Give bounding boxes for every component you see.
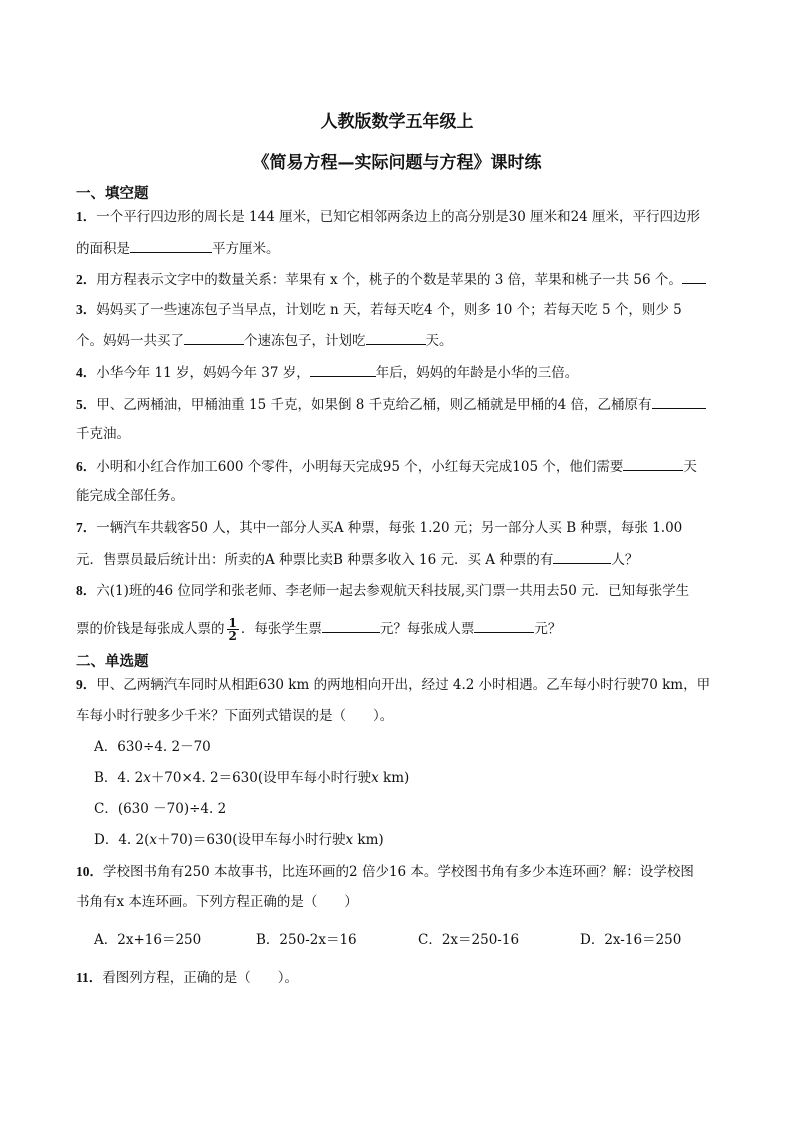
option-text: km) (353, 832, 384, 848)
question-9-option-d[interactable] (94, 830, 384, 850)
option-text: D．4. 2( (94, 832, 150, 848)
question-text: 一辆汽车共载客50 人，其中一部分人买A 种票，每张 1.20 元；另一部分人买 B 种票，每张 1.00 (96, 520, 683, 536)
option-text: ＋70)＝630(设甲车每小时行驶 (156, 832, 346, 848)
question-text: 车每小时行驶多少千米？下面列式错误的是（ ）。 (76, 708, 394, 724)
option-text: ＋70×4. 2＝630(设甲车每小时行驶 (150, 770, 372, 786)
question-8-line-2 (76, 617, 756, 642)
question-text: 票的价钱是每张成人票的 (76, 621, 225, 637)
question-10-line-2 (76, 892, 756, 912)
question-text: 甲、乙两桶油，甲桶油重 15 千克，如果倒 8 千克给乙桶，则乙桶就是甲桶的4 倍，乙桶原有 (96, 397, 652, 413)
question-number: 10． (76, 864, 103, 879)
document-subtitle: 《简易方程—实际问题与方程》课时练 (252, 153, 542, 173)
question-9-option-a[interactable]: A．630÷4. 2－70 (94, 739, 211, 755)
document-title: 人教版数学五年级上 (320, 112, 474, 132)
question-10-line-1 (76, 862, 756, 882)
variable-x: x (149, 832, 157, 848)
answer-blank[interactable] (682, 269, 706, 284)
answer-blank[interactable] (623, 456, 683, 471)
question-number: 5． (76, 397, 97, 412)
question-3-line-1 (76, 300, 756, 320)
question-1-line-2 (76, 238, 756, 259)
question-number: 3． (76, 302, 97, 317)
question-text: 元？每张成人票 (379, 621, 475, 637)
question-2-line-1 (76, 269, 756, 290)
question-number: 9． (76, 677, 97, 692)
question-9-option-b[interactable] (94, 768, 409, 788)
question-6-line-2 (76, 486, 756, 506)
answer-blank[interactable] (322, 618, 380, 633)
question-text: ．每张学生票 (240, 621, 322, 637)
question-text: 学校图书角有250 本故事书，比连环画的2 倍少16 本。学校图书角有多少本连环画？解：设学校图 (103, 864, 694, 880)
question-9-option-c[interactable]: C．(630 －70)÷4. 2 (94, 801, 227, 817)
question-text: 小华今年 11 岁，妈妈今年 37 岁， (96, 365, 310, 381)
question-5-line-2 (76, 424, 756, 444)
question-text: 六(1)班的46 位同学和张老师、李老师一起去参观航天科技展,买门票一共用去50 元．已知每张学生 (96, 583, 690, 599)
question-text: 元？ (534, 621, 562, 637)
question-10-option-b[interactable]: B．250-2x＝16 (256, 932, 357, 948)
fraction-one-half (227, 617, 239, 642)
question-text: 甲、乙两辆汽车同时从相距630 km 的两地相向开出，经过 4.2 小时相遇。乙车每小时行驶70 km，甲 (96, 677, 711, 693)
question-text: 看图列方程，正确的是（ ）。 (102, 970, 299, 986)
answer-blank[interactable] (184, 330, 244, 345)
question-text: 书角有x 本连环画。下列方程正确的是（ ） (76, 894, 358, 910)
answer-blank[interactable] (310, 362, 376, 377)
question-text: 平方厘米。 (212, 241, 280, 257)
question-text: 天 (683, 459, 697, 475)
question-text: 个。妈妈一共买了 (76, 333, 184, 349)
question-3-line-2 (76, 330, 756, 351)
question-4-line-1 (76, 362, 756, 383)
question-text: 小明和小红合作加工600 个零件，小明每天完成95 个，小红每天完成105 个，他们需要 (96, 459, 624, 475)
question-number: 8． (76, 583, 97, 598)
question-number: 2． (76, 272, 97, 287)
question-number: 11． (76, 970, 103, 985)
question-number: 1． (76, 209, 97, 224)
answer-blank[interactable] (130, 238, 212, 253)
question-7-line-2 (76, 549, 756, 570)
answer-blank[interactable] (553, 549, 611, 564)
question-text: 用方程表示文字中的数量关系：苹果有 x 个，桃子的个数是苹果的 3 倍，苹果和桃子一共 56 个。 (96, 272, 682, 288)
question-text: 天。 (425, 333, 453, 349)
question-1-line-1 (76, 207, 756, 227)
question-10-option-a[interactable]: A．2x+16＝250 (94, 932, 202, 948)
question-number: 7． (76, 520, 97, 535)
question-10-option-c[interactable]: C．2x＝250-16 (418, 932, 520, 948)
section-fill-in: 一、填空题 (76, 186, 149, 202)
answer-blank[interactable] (474, 618, 534, 633)
option-text: B．4. 2 (94, 770, 144, 786)
question-9-line-2 (76, 706, 756, 726)
question-text: 个速冻包子，计划吃 (244, 333, 366, 349)
question-text: 一个平行四边形的周长是 144 厘米，已知它相邻两条边上的高分别是30 厘米和24 厘米，平行四边形 (96, 209, 701, 225)
question-text: 的面积是 (76, 241, 130, 257)
question-text: 人？ (611, 552, 639, 568)
question-9-line-1 (76, 675, 756, 695)
question-text: 元．售票员最后统计出：所卖的A 种票比卖B 种票多收入 16 元．买 A 种票的有 (76, 552, 554, 568)
answer-blank[interactable] (652, 394, 706, 409)
question-text: 千克油。 (76, 426, 130, 442)
question-7-line-1 (76, 518, 756, 538)
fraction-denominator: 2 (228, 629, 237, 643)
variable-x: x (345, 832, 354, 848)
question-5-line-1 (76, 394, 756, 415)
question-6-line-1 (76, 456, 756, 477)
question-8-line-1 (76, 581, 756, 601)
question-number: 4． (76, 365, 97, 380)
question-text: 妈妈买了一些速冻包子当早点，计划吃 n 天，若每天吃4 个，则多 10 个；若每天吃 5 个，则少 5 (96, 302, 682, 318)
variable-x: x (143, 770, 151, 786)
answer-blank[interactable] (366, 330, 426, 345)
variable-x: x (371, 770, 379, 786)
question-text: 能完成全部任务。 (76, 488, 184, 504)
question-10-option-d[interactable]: D．2x-16＝250 (580, 932, 682, 948)
option-text: km) (378, 770, 410, 786)
fraction-numerator: 1 (228, 616, 237, 630)
question-number: 6． (76, 459, 97, 474)
section-single-choice: 二、单选题 (76, 654, 149, 670)
question-11-line-1 (76, 968, 756, 988)
question-text: 年后，妈妈的年龄是小华的三倍。 (375, 365, 579, 381)
